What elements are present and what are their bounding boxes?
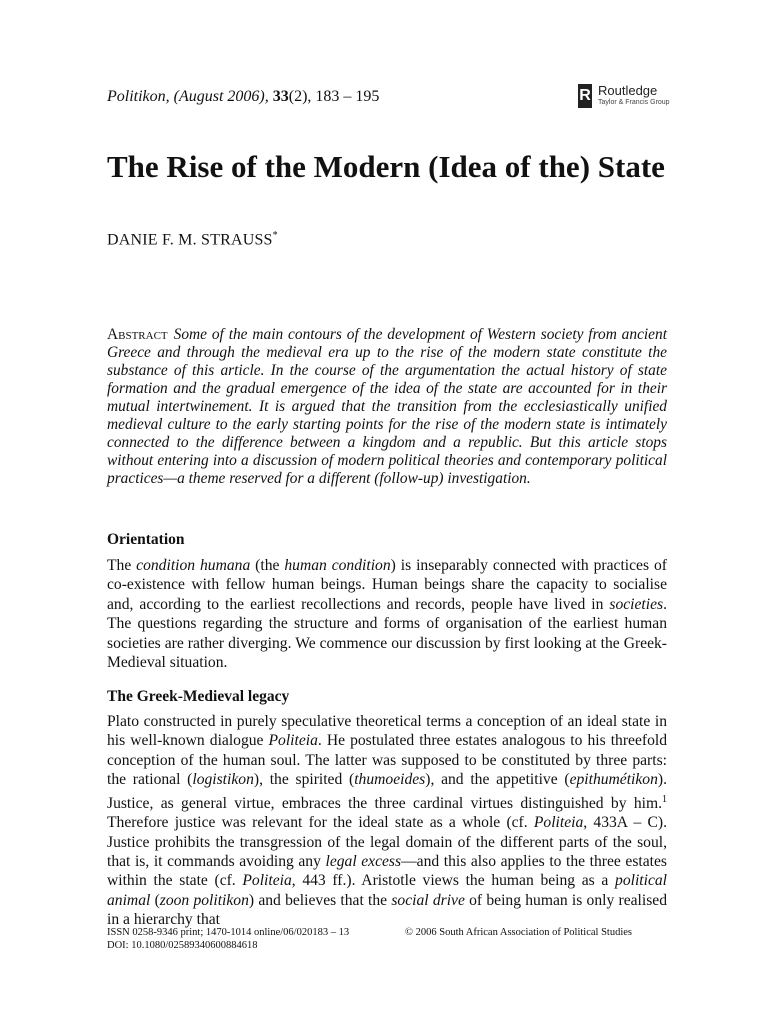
text-run: (the — [250, 557, 285, 574]
publisher-name: Routledge — [598, 83, 658, 98]
emphasis: social drive — [391, 891, 465, 909]
text-run: . The questions regarding the structure and forms of organisation of the earliest human societies are rather diverging. We commence our discussion by first looking at the Greek-Medieval situation. — [107, 595, 667, 672]
publisher-logo — [578, 82, 678, 112]
emphasis: thumoeides — [354, 771, 426, 789]
emphasis: zoon politikon — [159, 891, 249, 909]
section-heading-orientation: Orientation — [107, 531, 185, 548]
issn-line: ISSN 0258-9346 print; 1470-1014 online/06/020183 – 13 — [107, 927, 350, 938]
text-run: ) is inseparably connected with practices of co-existence with fellow human beings. Human beings share the capacity to socialise and, according to the earliest recollections and records, people have lived in — [107, 557, 667, 613]
section-heading-greek-medieval: The Greek-Medieval legacy — [107, 688, 290, 705]
doi-line[interactable]: DOI: 10.1080/02589340600884618 — [107, 940, 258, 951]
emphasis: Politeia — [242, 872, 292, 890]
paragraph-orientation — [107, 556, 667, 672]
author-footnote-mark: * — [272, 230, 278, 241]
abstract-label: Abstract — [107, 326, 168, 343]
journal-volume: 33 — [272, 88, 289, 105]
author-name: DANIE F. M. STRAUSS — [107, 231, 273, 249]
emphasis: societies — [609, 595, 664, 613]
publisher-group: Taylor & Francis Group — [598, 99, 670, 106]
author-line — [107, 230, 278, 249]
journal-citation: Politikon, (August 2006), 33(2), 183 – 195 — [107, 88, 380, 105]
footnote-ref[interactable]: 1 — [662, 793, 667, 805]
text-run: The — [107, 557, 137, 574]
emphasis: Politeia — [533, 814, 584, 832]
text-run: Plato constructed in purely speculative theoretical terms a conception of an ideal state in his well-known dialogue — [107, 713, 667, 750]
emphasis: Politeia — [268, 732, 318, 750]
text-run: , 433A – C). Justice prohibits the transgression of the legal domain of the different parts of the soul, that is, it commands avoiding any — [107, 814, 667, 871]
journal-issue-pages: (2), 183 – 195 — [288, 88, 380, 105]
text-run: ), and the appetitive ( — [425, 771, 570, 789]
emphasis: human condition — [284, 557, 391, 574]
text-run: Therefore justice was relevant for the ideal state as a whole (cf. — [107, 814, 534, 832]
emphasis: legal excess — [325, 853, 402, 871]
abstract-text: Some of the main contours of the development of Western society from ancient Greece and through the medieval era up to the rise of the modern state constitute the substance of this article. In the course of the argumentation the actual history of state formation and the gradual emergence of the idea of the state are accounted for in their mutual intertwinement. It is argued that the transition from the ecclesiastically unified medieval culture to the early starting points for the rise of the modern state is intimately connected to the difference between a kingdom and a republic. But this article stops without entering into a discussion of modern political theories and contemporary political practices—a theme reserved for a different (follow-up) investigation. — [107, 326, 667, 487]
emphasis: logistikon — [192, 771, 254, 789]
text-run: ) and believes that the — [248, 891, 392, 909]
text-run: ). Justice, as general virtue, embraces the three cardinal virtues distinguished by him. — [107, 771, 667, 812]
copyright-line: © 2006 South African Association of Political Studies — [405, 927, 633, 938]
abstract — [107, 326, 667, 488]
journal-name: Politikon, (August 2006) — [107, 88, 265, 105]
text-run: ( — [150, 891, 160, 909]
text-run: , 443 ff.). Aristotle views the human being as a — [291, 872, 616, 890]
emphasis: political animal — [107, 872, 667, 909]
paragraph-greek-medieval — [107, 712, 667, 930]
emphasis: condition humana — [136, 557, 251, 574]
text-run: —and this also applies to the three estates within the state (cf. — [107, 853, 667, 890]
routledge-mark-icon: R — [578, 84, 592, 108]
text-run: of being human is only realised in a hierarchy that — [107, 891, 668, 929]
text-run: . He postulated three estates analogous to his threefold conception of the human soul. The latter was supposed to be constituted by three parts: the rational ( — [107, 732, 668, 789]
emphasis: epithumétikon — [569, 771, 658, 789]
article-title: The Rise of the Modern (Idea of the) State — [107, 149, 665, 184]
text-run: ), the spirited ( — [253, 771, 355, 789]
